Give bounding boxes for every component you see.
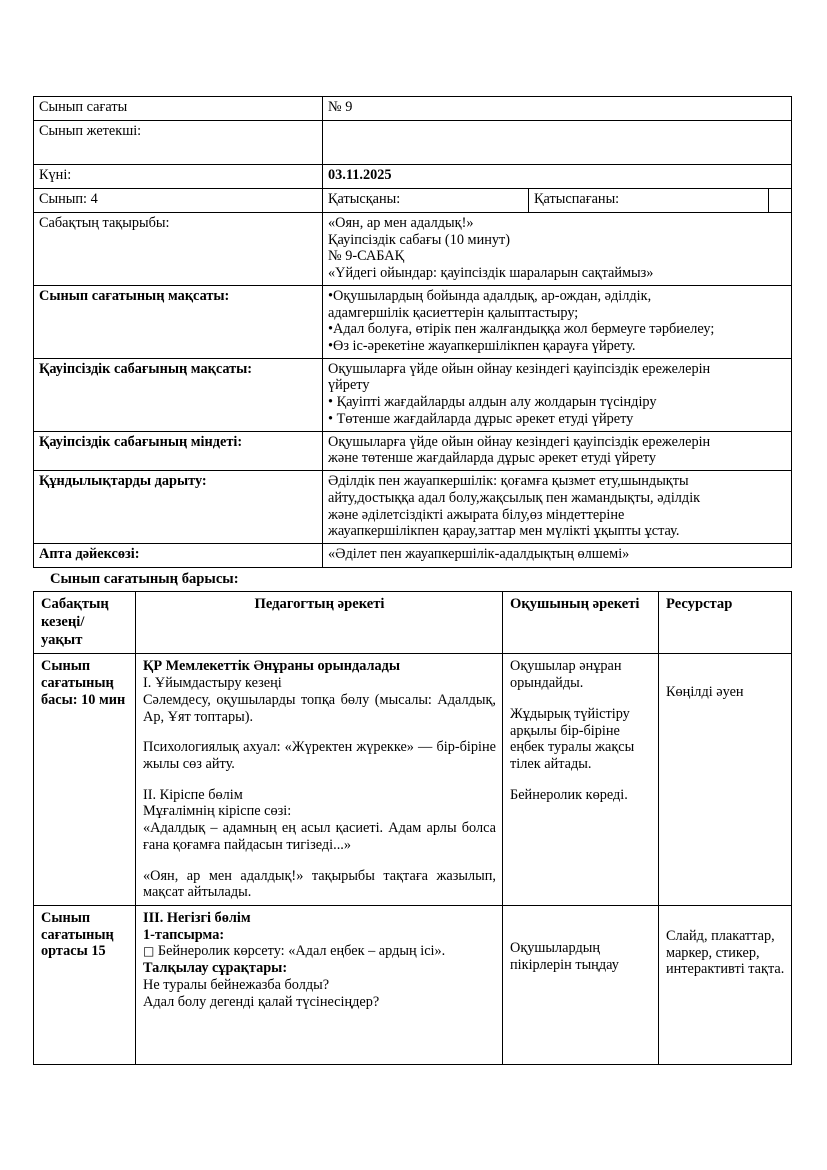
topic-line: «Үйдегі ойындар: қауіпсіздік шараларын сақтаймыз» <box>328 265 654 282</box>
table-row-topic <box>34 213 792 286</box>
header-student-action: Оқушының әрекеті <box>503 592 659 654</box>
teacher-block: Психологиялық ахуал: «Жүректен жүрекке» — бір-біріне жылы сөз айту. <box>143 739 496 772</box>
cell-resources-middle <box>659 906 792 1065</box>
table-row-week-quote <box>34 543 792 567</box>
table-row-values <box>34 471 792 544</box>
values-line: және әділетсіздікті ажырата білу,өз міндеттеріне <box>328 506 625 523</box>
teacher-block: II. Кіріспе бөлім <box>143 786 243 803</box>
label-class-hour-aim: Сынып сағатының мақсаты: <box>34 285 323 358</box>
table-row-class-teacher <box>34 121 792 165</box>
cell-student-action-middle <box>503 906 659 1065</box>
label-safety-lesson-task: Қауіпсіздік сабағының міндеті: <box>34 431 323 470</box>
safety-aim-line: • Төтенше жағдайларда дұрыс әрекет етуді үйрету <box>328 410 634 427</box>
teacher-block: Адал болу дегенді қалай түсінесіңдер? <box>143 993 380 1010</box>
spacer <box>510 773 652 787</box>
values-line: жауапкершілікпен қарау,заттар мен мүлікті ұқыпты ұстау. <box>328 523 680 540</box>
aim-line: •Өз іс-әрекетіне жауапкершілікпен қарауға үйрету. <box>328 338 636 355</box>
cell-stage-middle: Сынып сағатының ортасы 15 <box>34 906 136 1065</box>
resource-block: Слайд, плакаттар, маркер, стикер, интерактивті тақта. <box>666 928 785 978</box>
student-block: Оқушылардың пікірлерін тыңдау <box>510 940 619 973</box>
label-week-quote: Апта дәйексөзі: <box>34 543 323 567</box>
cell-teacher-action-start <box>136 654 503 906</box>
teacher-block: Бейнеролик көрсету: «Адал еңбек – ардың ісі». <box>154 943 446 960</box>
value-week-quote: «Әділет пен жауапкершілік-адалдықтың өлшемі» <box>323 543 792 567</box>
header-teacher-action: Педагогтың әрекеті <box>136 592 503 654</box>
label-safety-lesson-aim: Қауіпсіздік сабағының мақсаты: <box>34 358 323 431</box>
safety-aim-line: үйрету <box>328 377 370 394</box>
label-date: Күні: <box>34 165 323 189</box>
aim-line: •Адал болуға, өтірік пен жалғандыққа жол бермеуге тәрбиелеу; <box>328 321 715 338</box>
teacher-block: ҚР Мемлекеттік Әнұраны орындалады <box>143 658 401 675</box>
table-row-class-hour <box>34 97 792 121</box>
table-row-aim <box>34 285 792 358</box>
label-attended: Қатысқаны: <box>323 189 529 213</box>
aim-line: адамгершілік қасиеттерін қалыптастыру; <box>328 304 579 321</box>
table-row-date <box>34 165 792 189</box>
table-header-row <box>34 592 792 654</box>
teacher-block-video <box>143 943 496 960</box>
spacer <box>143 725 496 739</box>
values-line: айту,достыққа адал болу,жақсылық пен жамандықты, әділдік <box>328 489 701 506</box>
cell-resources-start <box>659 654 792 906</box>
value-class-hour-number: № 9 <box>323 97 792 121</box>
header-resources: Ресурстар <box>659 592 792 654</box>
resource-block: Көңілді әуен <box>666 684 744 701</box>
value-lesson-topic <box>323 213 792 286</box>
teacher-block: I. Ұйымдастыру кезеңі <box>143 675 282 692</box>
teacher-block: Не туралы бейнежазба болды? <box>143 976 330 993</box>
missing-glyph-icon: □ <box>143 944 155 959</box>
teacher-block: Сәлемдесу, оқушыларды топқа бөлу (мысалы: Адалдық, Ар, Ұят топтары). <box>143 691 496 725</box>
teacher-block: Талқылау сұрақтары: <box>143 960 288 977</box>
safety-aim-line: • Қауіпті жағдайларды алдын алу жолдарын түсіндіру <box>328 394 657 411</box>
cell-stage-start: Сынып сағатының басы: 10 мин <box>34 654 136 906</box>
table-row-safety-aim <box>34 358 792 431</box>
spacer <box>143 773 496 787</box>
cell-attendance-extra <box>769 189 792 213</box>
student-block: Оқушылар әнұран орындайды. <box>510 658 622 692</box>
value-instill-values <box>323 471 792 544</box>
lesson-info-table <box>33 96 792 568</box>
value-safety-lesson-task <box>323 431 792 470</box>
teacher-block: «Адалдық – адамның ең асыл қасиеті. Адам арлы болса ғана қоғамға пайдасын тигізеді...» <box>143 820 496 853</box>
aim-line: •Оқушылардың бойында адалдық, ар-ождан, әділдік, <box>328 287 652 304</box>
value-date: 03.11.2025 <box>323 165 792 189</box>
student-block: Жұдырық түйістіру арқылы бір-біріне еңбек туралы жақсы тілек айтады. <box>510 705 635 772</box>
label-instill-values: Құндылықтарды дарыту: <box>34 471 323 544</box>
values-line: Әділдік пен жауапкершілік: қоғамға қызмет ету,шындықты <box>328 473 689 490</box>
topic-line: Қауіпсіздік сабағы (10 минут) <box>328 231 511 248</box>
label-absent: Қатыспағаны: <box>529 189 769 213</box>
label-class-teacher: Сынып жетекші: <box>34 121 323 165</box>
label-class-hour: Сынып сағаты <box>34 97 323 121</box>
table-row-safety-task <box>34 431 792 470</box>
teacher-block: «Оян, ар мен адалдық!» тақырыбы тақтаға жазылып, мақсат айтылады. <box>143 867 496 901</box>
student-block: Бейнеролик көреді. <box>510 786 628 803</box>
safety-task-line: және төтенше жағдайларда дұрыс әрекет етуді үйрету <box>328 450 657 467</box>
spacer <box>510 692 652 706</box>
progress-caption: Сынып сағатының барысы: <box>50 571 239 587</box>
table-row-lesson-start <box>34 654 792 906</box>
topic-line: «Оян, ар мен адалдық!» <box>328 215 474 231</box>
cell-teacher-action-middle <box>136 906 503 1065</box>
teacher-block: III. Негізгі бөлім <box>143 910 251 927</box>
label-lesson-topic: Сабақтың тақырыбы: <box>34 213 323 286</box>
topic-line: № 9-САБАҚ <box>328 248 405 265</box>
teacher-block: Мұғалімнің кіріспе сөзі: <box>143 803 292 820</box>
spacer <box>143 854 496 868</box>
label-class-number: Сынып: 4 <box>34 189 323 213</box>
value-class-teacher <box>323 121 792 165</box>
value-safety-lesson-aim <box>323 358 792 431</box>
teacher-block: 1-тапсырма: <box>143 926 225 943</box>
table-row-lesson-middle <box>34 906 792 1065</box>
table-row-attendance <box>34 189 792 213</box>
cell-student-action-start <box>503 654 659 906</box>
header-stage: Сабақтың кезеңі/ уақыт <box>34 592 136 654</box>
safety-task-line: Оқушыларға үйде ойын ойнау кезіндегі қауіпсіздік ережелерін <box>328 433 711 450</box>
safety-aim-line: Оқушыларға үйде ойын ойнау кезіндегі қауіпсіздік ережелерін <box>328 360 711 377</box>
lesson-flow-table <box>33 591 792 1065</box>
value-class-hour-aim <box>323 285 792 358</box>
